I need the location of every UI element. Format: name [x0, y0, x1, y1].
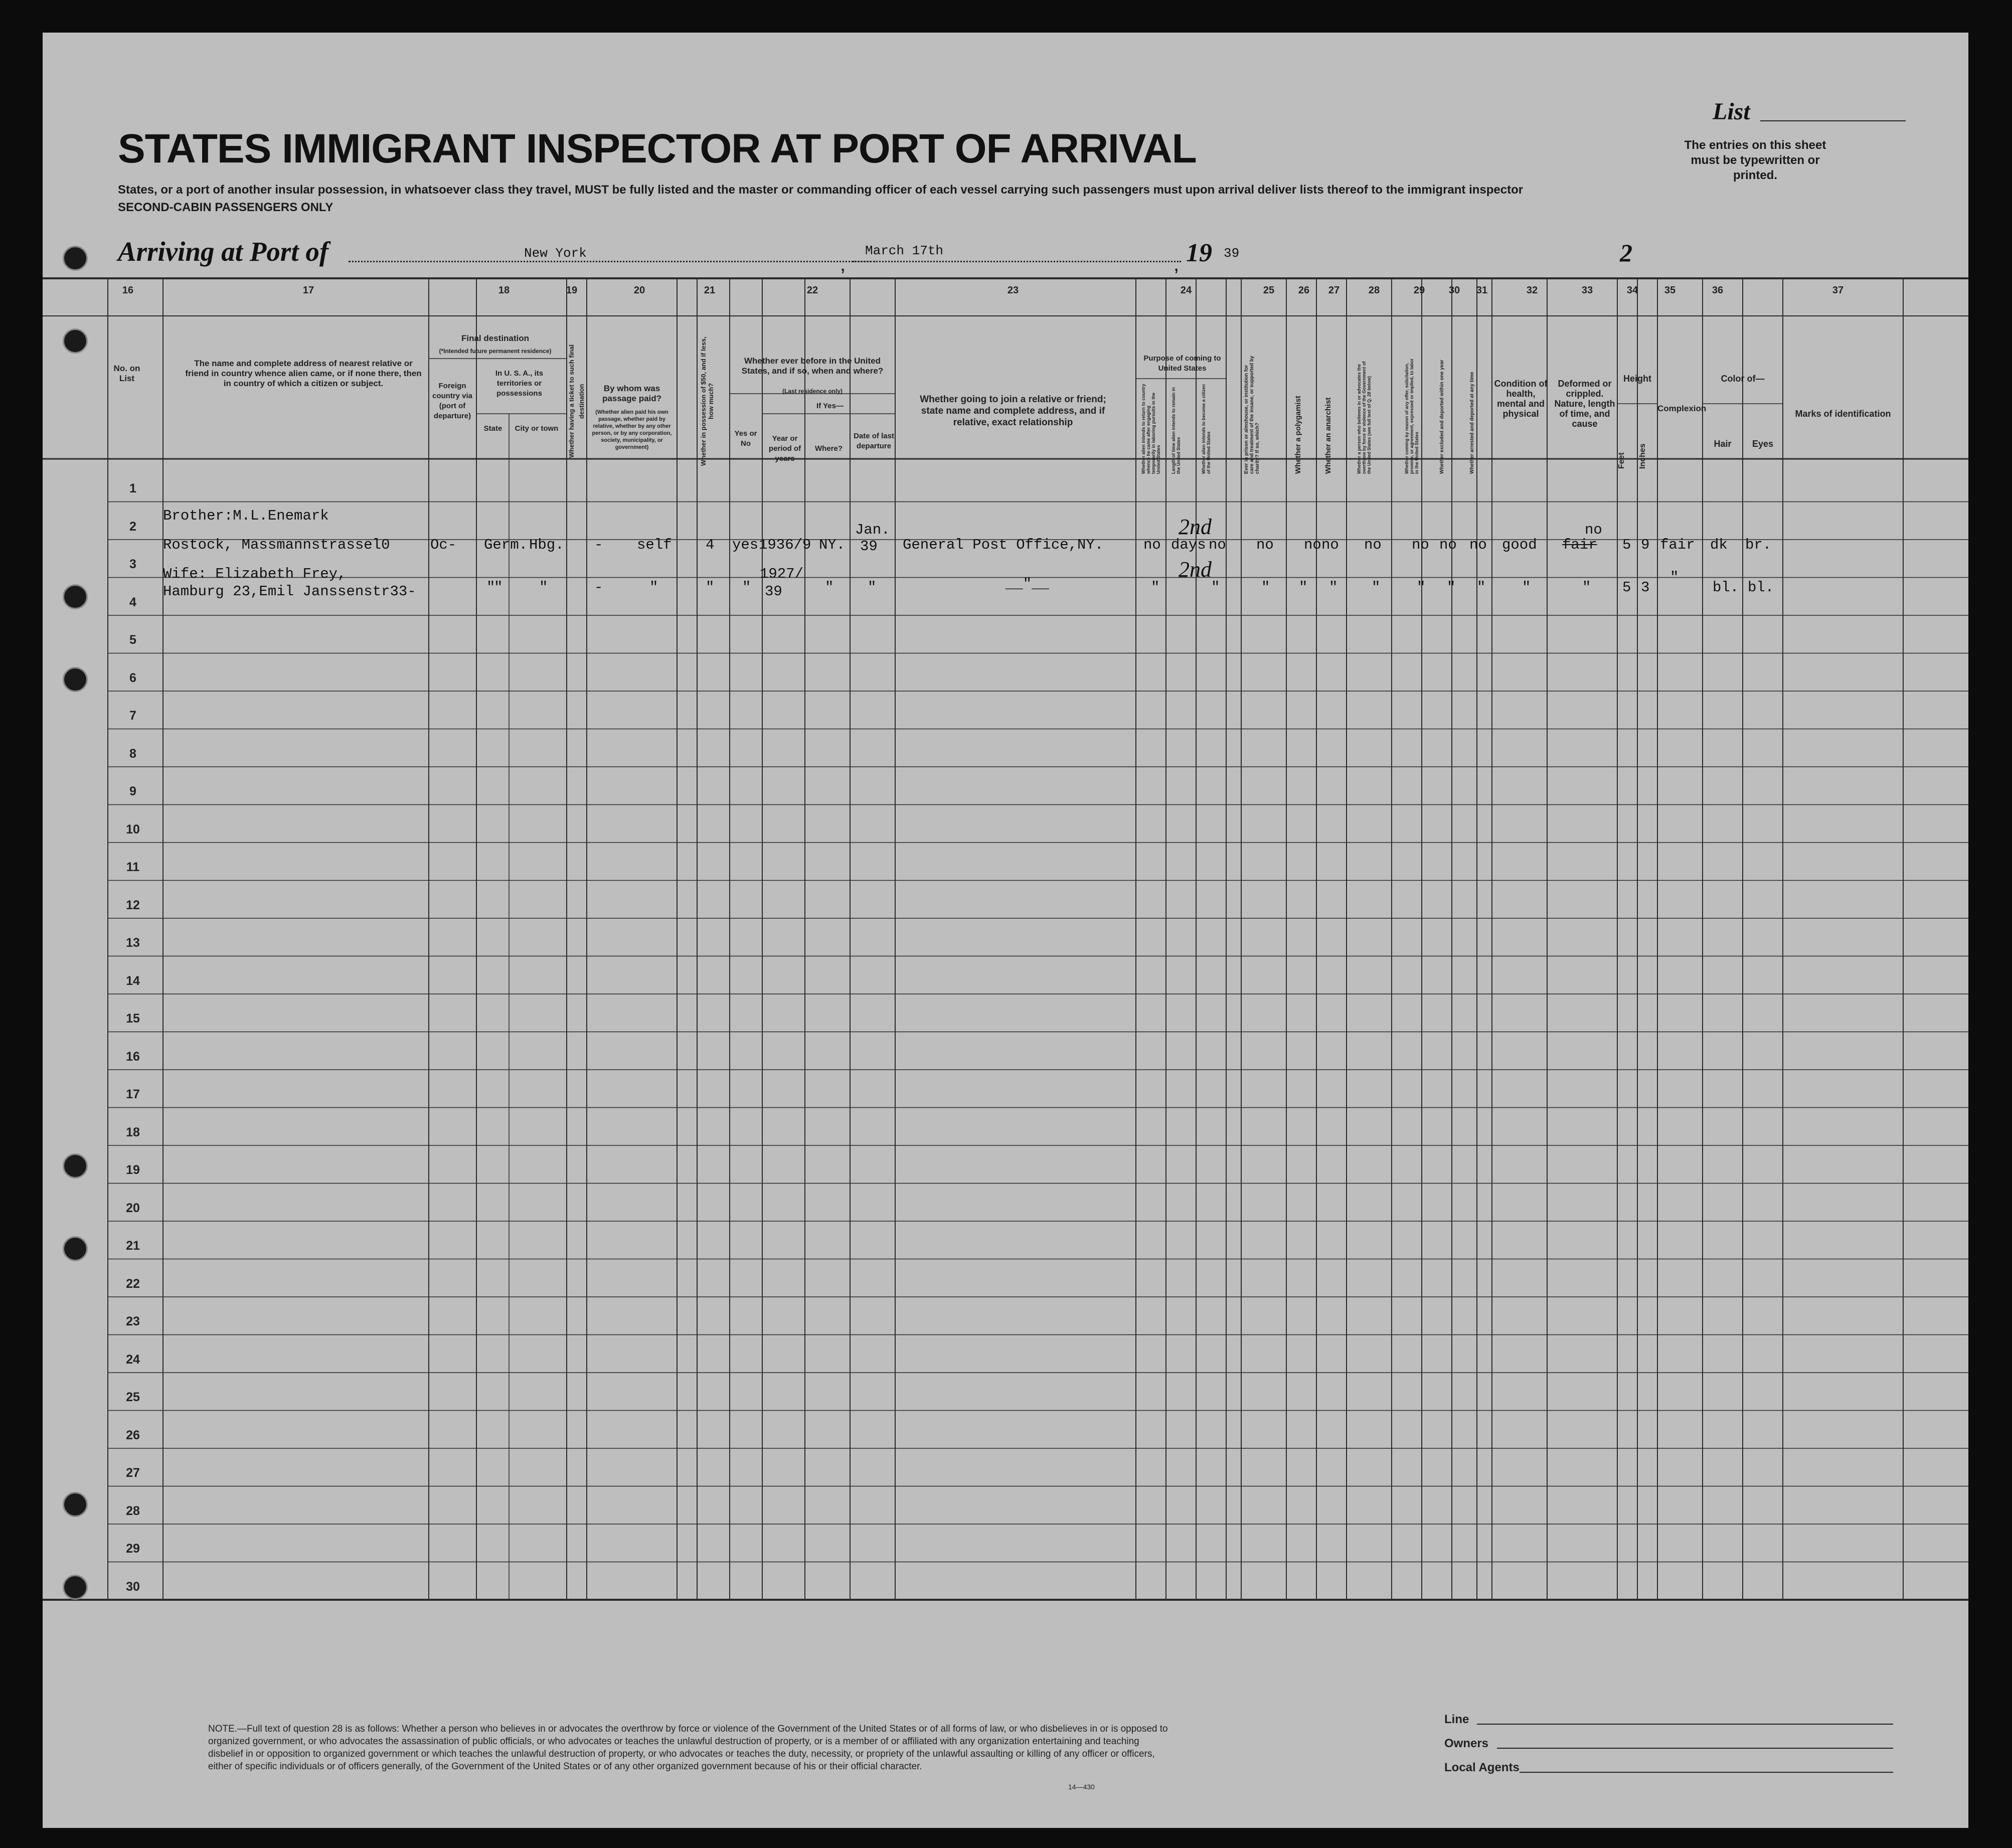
header-joining: Whether going to join a relative or friend; state name and complete address, and if relative, exact relationship — [920, 394, 1106, 428]
header-purpose: Purpose of coming to United States — [1143, 354, 1221, 373]
row1-polygamist: no — [1304, 537, 1321, 553]
row1-passage-paid: self — [637, 537, 672, 553]
row-number: 8 — [129, 746, 136, 761]
colnum-25: 25 — [1263, 285, 1275, 296]
row1-year-period: 1936/9 — [759, 537, 811, 553]
header-no-on-list: No. on List — [113, 364, 140, 383]
header-passage-paid-note: (Whether alien paid his own passage, whether paid by relative, whether by any other person, or by any corporation, society, municipality, or government) — [592, 409, 672, 450]
colnum-20: 20 — [633, 285, 645, 296]
header-complexion: Complexion — [1657, 404, 1707, 413]
manifest-sheet — [43, 33, 1968, 1828]
agents-underline — [1520, 1772, 1893, 1773]
colnum-36: 36 — [1712, 285, 1724, 296]
header-eyes: Eyes — [1752, 439, 1774, 449]
row-number: 3 — [129, 557, 136, 571]
row1-dest-city: Hbg. — [529, 537, 564, 553]
date-value: March 17th — [865, 243, 944, 258]
row-number: 19 — [126, 1163, 140, 1177]
header-year-period: Year or period of years — [768, 434, 801, 463]
row-number: 24 — [126, 1352, 140, 1367]
row1-labor-offer: no — [1412, 537, 1429, 553]
row-number: 14 — [126, 973, 140, 988]
header-city: City or town — [515, 424, 559, 433]
binder-hole — [63, 1492, 88, 1517]
row2-dest-country: " — [486, 579, 495, 596]
year-prefix: 19 — [1186, 239, 1212, 267]
header-ever-before: Whether ever before in the United States, and if so, when and where? — [741, 356, 884, 376]
colnum-23: 23 — [1007, 285, 1019, 296]
row1-complexion: fair — [1660, 537, 1695, 553]
row2-relative-line2: Hamburg 23,Emil Janssenstr33- — [163, 583, 416, 600]
row2-become-citizen: " — [1211, 579, 1220, 596]
row1-anarchist: no — [1321, 537, 1339, 553]
table-grid — [43, 33, 1968, 1828]
row2-length-handwritten: 2nd — [1179, 557, 1212, 582]
header-money: Whether in possession of $50, and if less, how much? — [700, 337, 715, 466]
row2-hair: bl. — [1713, 579, 1739, 596]
row2-prison: " — [1261, 579, 1270, 596]
row1-health: good — [1502, 537, 1537, 553]
row2-joining: __"__ — [1005, 576, 1050, 592]
colnum-21: 21 — [704, 285, 716, 296]
header-intend-return: Whether alien intends to return to country whence he came after engaging temporarily in laboring pursuits in the United States — [1141, 384, 1161, 474]
binder-hole — [63, 328, 88, 354]
row-number: 27 — [126, 1466, 140, 1480]
row1-deformed-line2: fair — [1562, 537, 1597, 553]
row1-last-departure-year: 39 — [860, 538, 878, 555]
row-number: 12 — [126, 898, 140, 912]
row2-relative-line1: Wife: Elizabeth Frey, — [163, 566, 347, 582]
row2-health: " — [1522, 579, 1531, 596]
header-height: Height — [1623, 374, 1651, 384]
agents-label: Local Agents — [1444, 1761, 1520, 1774]
row-number: 16 — [126, 1049, 140, 1064]
row1-excluded: no — [1439, 537, 1457, 553]
form-title: STATES IMMIGRANT INSPECTOR AT PORT OF ARRIVAL — [118, 126, 1197, 172]
colnum-31: 31 — [1476, 285, 1488, 296]
row2-ticket: - — [594, 579, 603, 596]
row1-dest-state: Germ. — [484, 537, 528, 553]
row-number: 18 — [126, 1125, 140, 1139]
header-final-destination: Final destination — [461, 333, 530, 343]
owners-label: Owners — [1444, 1737, 1489, 1750]
row1-arrested: no — [1469, 537, 1487, 553]
header-prison: Ever in prison or almshouse, or institution for care and treatment of the insane, or supported by charity? If so, which? — [1244, 356, 1260, 474]
row1-eyes: br. — [1745, 537, 1772, 553]
row1-relative-line2: Rostock, Massmannstrassel0 — [163, 537, 390, 553]
row-number: 2 — [129, 519, 136, 534]
row-number: 22 — [126, 1276, 140, 1291]
row2-inches: 3 — [1641, 579, 1650, 596]
header-health: Condition of health, mental and physical — [1494, 379, 1548, 419]
row2-dest-city: " — [539, 579, 548, 596]
row-number: 26 — [126, 1428, 140, 1442]
row2-year-period-line1: 1927/ — [760, 566, 804, 582]
header-state: State — [483, 424, 502, 433]
row-number: 4 — [129, 595, 136, 609]
row1-feet: 5 — [1622, 537, 1631, 553]
colnum-18: 18 — [498, 285, 510, 296]
owners-underline — [1497, 1748, 1893, 1749]
colnum-28: 28 — [1368, 285, 1380, 296]
comma-mark-2: , — [1173, 253, 1180, 275]
binder-hole — [63, 1153, 88, 1179]
colnum-33: 33 — [1581, 285, 1593, 296]
row2-complexion: " — [1670, 569, 1679, 586]
row-number: 17 — [126, 1087, 140, 1101]
colnum-22: 22 — [806, 285, 818, 296]
header-color-of: Color of— — [1721, 374, 1765, 384]
header-final-destination-note: (*Intended future permanent residence) — [439, 348, 552, 355]
row1-relative-line1: Brother:M.L.Enemark — [163, 508, 329, 524]
colnum-35: 35 — [1664, 285, 1676, 296]
row2-last-departure: " — [868, 579, 877, 596]
row1-length-handwritten: 2nd — [1179, 515, 1212, 539]
row-number: 29 — [126, 1542, 140, 1556]
row2-polygamist: " — [1299, 579, 1308, 596]
header-excluded: Whether excluded and deported within one year — [1439, 360, 1445, 474]
row2-ever-before: " — [742, 579, 751, 596]
row1-length-of-stay: days — [1171, 537, 1206, 553]
comma-mark: , — [840, 253, 846, 275]
row2-dest-state: " — [494, 579, 503, 596]
row-number: 23 — [126, 1314, 140, 1328]
row2-deformed: " — [1582, 579, 1591, 596]
header-foreign-country: Foreign country via (port of departure) — [432, 382, 473, 420]
colnum-17: 17 — [302, 285, 314, 296]
header-yes-no: Yes or No — [734, 429, 757, 448]
row-number: 10 — [126, 822, 140, 836]
row2-eyes: bl. — [1748, 579, 1774, 596]
row2-intend-return: " — [1151, 579, 1160, 596]
row-number: 25 — [126, 1390, 140, 1404]
header-passage-paid: By whom was passage paid? — [602, 384, 662, 403]
row1-where: NY. — [819, 537, 846, 553]
row-number: 13 — [126, 936, 140, 950]
row-number: 5 — [129, 633, 136, 647]
row2-anarchist: " — [1329, 579, 1338, 596]
header-in-usa: In U. S. A., its territories or possessions — [495, 369, 544, 398]
header-if-yes: If Yes— — [816, 402, 844, 410]
binder-hole — [63, 584, 88, 609]
row-number: 11 — [126, 860, 140, 874]
row1-joining: General Post Office,NY. — [903, 537, 1104, 553]
row1-become-citizen: no — [1209, 537, 1226, 553]
row1-dest-country: Oc- — [430, 537, 457, 553]
row-number: 15 — [126, 1012, 140, 1026]
row2-labor-offer: " — [1417, 579, 1426, 596]
header-length-of-stay: Length of time alien intends to remain in the United States — [1171, 387, 1181, 474]
row-number: 21 — [126, 1239, 140, 1253]
binder-hole — [63, 246, 88, 271]
binder-hole — [63, 1236, 88, 1261]
header-inches: Inches — [1638, 443, 1647, 469]
list-label: List — [1713, 98, 1750, 125]
row2-feet: 5 — [1622, 579, 1631, 596]
form-number: 14—430 — [1068, 1783, 1095, 1791]
header-become-citizen: Whether alien intends to become a citizen of the United States — [1201, 384, 1211, 474]
colnum-32: 32 — [1526, 285, 1538, 296]
header-arrested: Whether arrested and deported at any time — [1469, 372, 1475, 474]
typewritten-note: The entries on this sheet must be typewritten or printed. — [1684, 138, 1826, 182]
row2-where: " — [825, 579, 834, 596]
header-where: Where? — [814, 444, 843, 453]
row-number: 1 — [129, 481, 136, 495]
row2-money: " — [706, 579, 715, 596]
row2-year-period-line2: 39 — [765, 583, 782, 600]
year-suffix: 39 — [1224, 246, 1240, 261]
port-value: New York — [524, 246, 587, 261]
header-anarchist: Whether an anarchist — [1324, 397, 1332, 474]
row1-hair: dk — [1710, 537, 1728, 553]
colnum-34: 34 — [1626, 285, 1638, 296]
header-feet: Feet — [1617, 452, 1626, 469]
row2-arrested: " — [1477, 579, 1486, 596]
row1-money: 4 — [706, 537, 715, 553]
row1-intend-return: no — [1143, 537, 1161, 553]
row-number: 28 — [126, 1503, 140, 1518]
header-marks: Marks of identification — [1795, 409, 1891, 419]
row-number: 20 — [126, 1201, 140, 1215]
page-number: 2 — [1620, 239, 1632, 267]
colnum-19: 19 — [566, 285, 578, 296]
header-last-residence: (Last residence only) — [782, 388, 843, 395]
row2-excluded: " — [1447, 579, 1456, 596]
header-labor-offer: Whether coming by reason of any offer, solicitation, promise, or agreement, expressed or implied, to labor in the United States — [1404, 358, 1419, 474]
row1-ticket: - — [594, 537, 603, 553]
header-hair: Hair — [1714, 439, 1732, 449]
row1-prison: no — [1256, 537, 1274, 553]
row-number: 9 — [129, 784, 136, 798]
colnum-24: 24 — [1180, 285, 1192, 296]
colnum-37: 37 — [1832, 285, 1844, 296]
binder-hole — [63, 667, 88, 692]
row-number: 7 — [129, 709, 136, 723]
row1-last-departure-month: Jan. — [855, 522, 890, 538]
line-underline — [1477, 1724, 1893, 1725]
header-polygamist: Whether a polygamist — [1294, 396, 1302, 474]
row1-question-28: no — [1364, 537, 1382, 553]
row1-deformed-line1: no — [1585, 522, 1602, 538]
colnum-27: 27 — [1328, 285, 1340, 296]
row2-passage-paid: " — [649, 579, 658, 596]
row1-ever-before: yes — [732, 537, 759, 553]
colnum-30: 30 — [1448, 285, 1460, 296]
row-number: 30 — [126, 1579, 140, 1594]
row2-question-28: " — [1372, 579, 1381, 596]
header-relative-address: The name and complete address of nearest relative or friend in country whence alien came, or if none there, then in country of which a citizen or subject. — [185, 359, 422, 388]
header-question-28: Whether a person who believes in or advocates the overthrow by force or violence of the Government of the United States (see full text of Q. 28 below) — [1357, 361, 1372, 474]
row1-inches: 9 — [1641, 537, 1650, 553]
colnum-26: 26 — [1298, 285, 1310, 296]
colnum-29: 29 — [1413, 285, 1425, 296]
cabin-class-label: SECOND-CABIN PASSENGERS ONLY — [118, 201, 333, 214]
header-deformed: Deformed or crippled. Nature, length of time, and cause — [1554, 379, 1615, 429]
form-instructions: States, or a port of another insular possession, in whatsoever class they travel, MUST be fully listed and the master or commanding officer of each vessel carrying such passengers must upon arrival deliver lists thereof to the immigrant inspector — [118, 183, 1524, 197]
arriving-port-label: Arriving at Port of — [118, 236, 329, 267]
question-28-note: NOTE.—Full text of question 28 is as follows: Whether a person who believes in or advocates the overthrow by force or violence of the Government of the United States or of all forms of law, or who disbelieves in or is opposed to organized government, or who advocates the assassination of public officials, or who advocates or teaches the unlawful destruction of property, or is a member of or affiliated with any organization entertaining and teaching disbelief in or opposition to organized government or which teaches the unlawful destruction of property, or who advocates or teaches the duty, necessity, or propriety of the unlawful assaulting or killing of any officer or officers, either of specific individuals or of officers generally, of the Government of the United States or of any other organized government because of his or their official character. — [208, 1724, 1168, 1772]
header-ticket-text: Whether having a ticket to such final destination — [568, 344, 585, 458]
line-label: Line — [1444, 1713, 1469, 1726]
colnum-16: 16 — [122, 285, 134, 296]
binder-hole — [63, 1575, 88, 1600]
row-number: 6 — [129, 670, 136, 685]
header-last-departure: Date of last departure — [854, 432, 894, 450]
